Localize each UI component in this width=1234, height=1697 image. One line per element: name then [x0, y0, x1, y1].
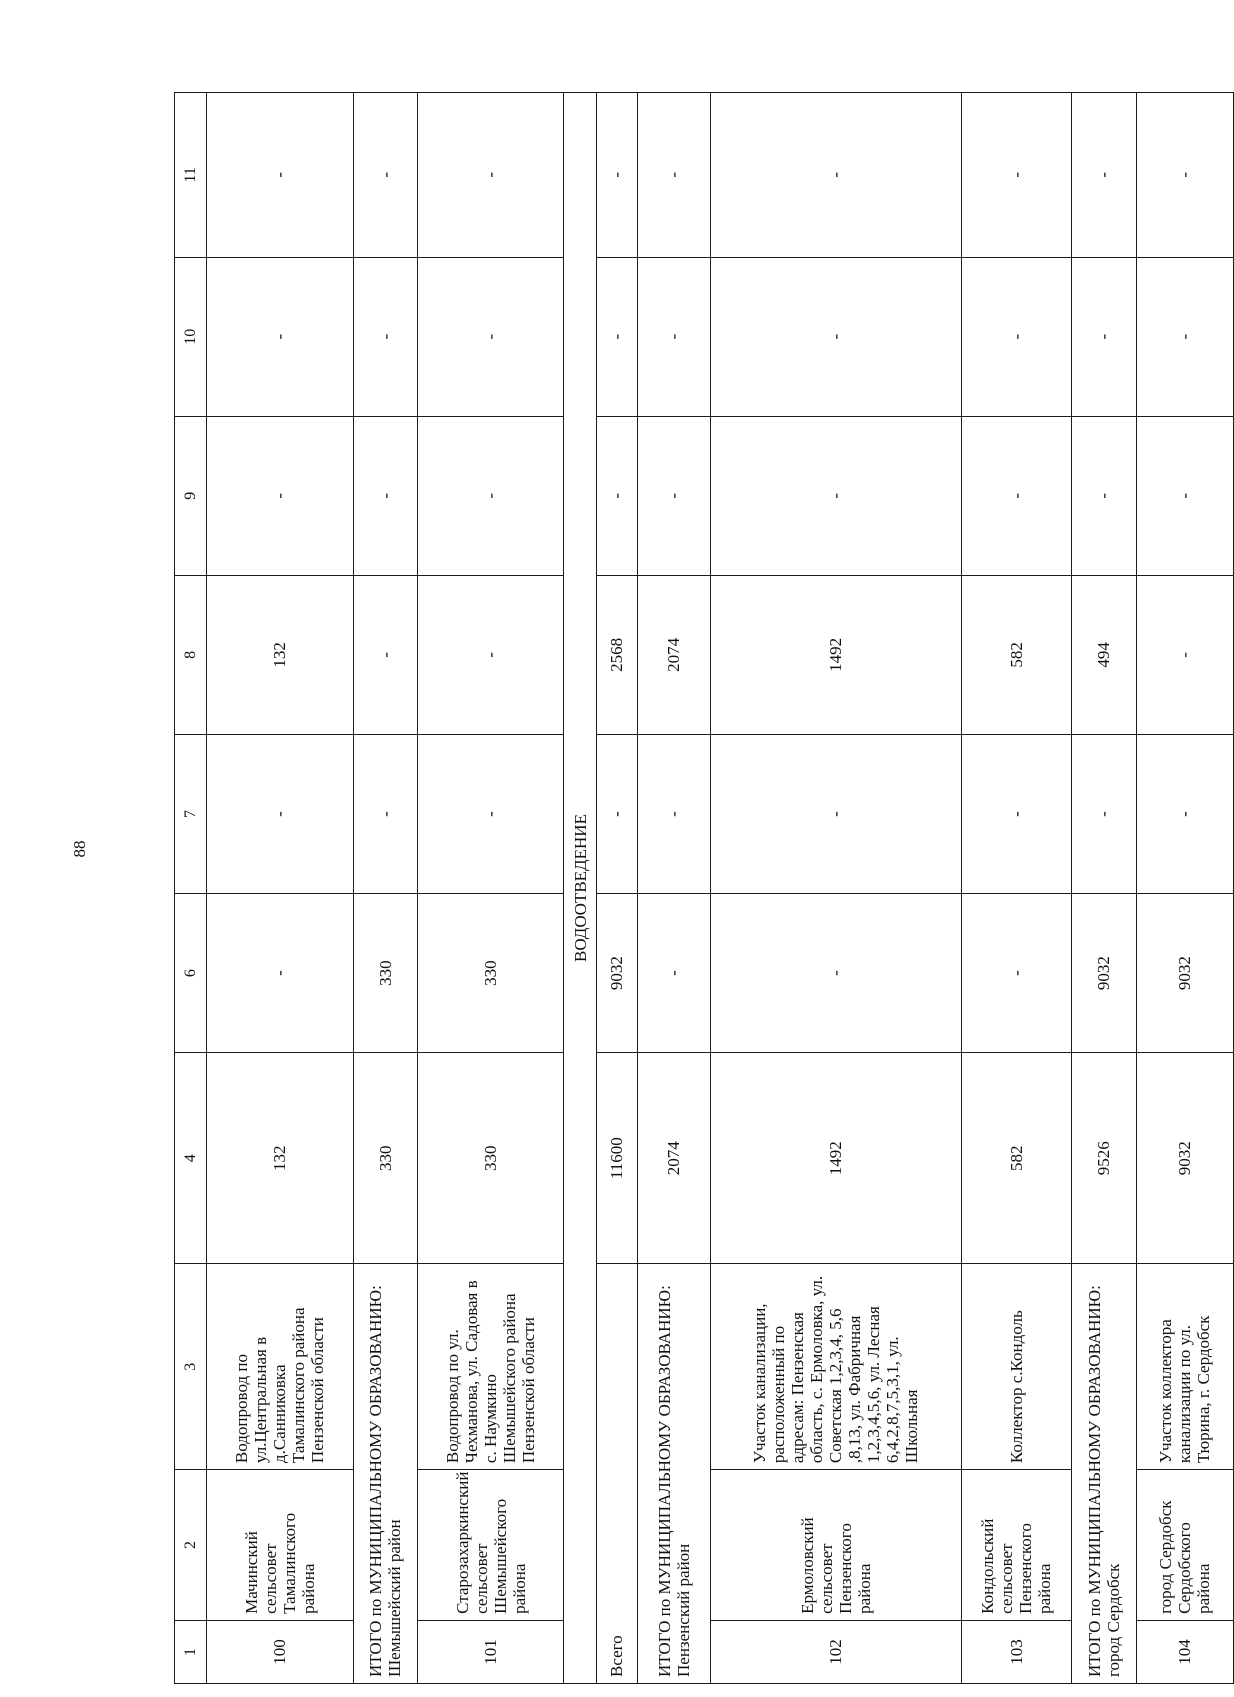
value-cell: 2568 [596, 575, 637, 734]
value-cell: - [207, 93, 353, 258]
value-cell: 11600 [596, 1053, 637, 1264]
value-cell: - [1136, 734, 1233, 893]
rotated-table [174, 92, 1234, 1684]
value-cell: - [418, 575, 564, 734]
budget-table [174, 92, 1234, 1684]
section-row [564, 93, 596, 1684]
value-cell: 9526 [1071, 1053, 1136, 1264]
value-cell: 132 [207, 575, 353, 734]
value-cell: - [1071, 93, 1136, 258]
value-cell: 330 [353, 1053, 418, 1264]
value-cell: - [1136, 575, 1233, 734]
value-cell: - [353, 257, 418, 416]
value-cell: - [207, 734, 353, 893]
col-header: 4 [175, 1053, 207, 1264]
value-cell: 2074 [637, 575, 710, 734]
page-number: 88 [70, 840, 89, 858]
municipality-name: Ермоловский сельсовет Пензенского района [710, 1470, 962, 1621]
total-row [596, 93, 637, 1684]
col-header: 1 [175, 1620, 207, 1683]
table-row [1136, 93, 1233, 1684]
value-cell: - [637, 894, 710, 1053]
value-cell: 132 [207, 1053, 353, 1264]
value-cell: 582 [962, 1053, 1072, 1264]
value-cell: 582 [962, 575, 1072, 734]
municipality-name: Мачинский сельсовет Тамалинского района [207, 1470, 353, 1621]
object-description: Участок коллектора канализации по ул. Тюрина, г. Сердобск [1136, 1264, 1233, 1470]
table-row [962, 93, 1072, 1684]
municipality-name: Кондольский сельсовет Пензенского района [962, 1470, 1072, 1621]
value-cell: - [418, 734, 564, 893]
value-cell: - [596, 257, 637, 416]
object-description: Водопровод по ул. Чехманова, ул. Садовая в с. Наумкино Шемышейского района Пензенской области [418, 1264, 564, 1470]
col-header: 3 [175, 1264, 207, 1470]
row-number: 104 [1136, 1620, 1233, 1683]
value-cell: 330 [418, 894, 564, 1053]
value-cell: 9032 [1136, 894, 1233, 1053]
row-number: 102 [710, 1620, 962, 1683]
col-header: 6 [175, 894, 207, 1053]
total-label: Всего [596, 1264, 637, 1684]
value-cell: - [962, 93, 1072, 258]
value-cell: - [962, 894, 1072, 1053]
municipality-name: город Сердобск Сердобского района [1136, 1470, 1233, 1621]
value-cell: 494 [1071, 575, 1136, 734]
value-cell: 9032 [1071, 894, 1136, 1053]
value-cell: 9032 [596, 894, 637, 1053]
subtotal-label: ИТОГО по МУНИЦИПАЛЬНОМУ ОБРАЗОВАНИЮ: город Сердобск [1071, 1264, 1136, 1684]
object-description: Участок канализации, расположенный по адресам: Пензенская область, с. Ермоловка, ул. Советская 1,2,3,4, 5,6 ,8,13, ул. Фабричная 1,2,3,4,5,6, ул. Лесная 6,4,2,8,7,5,3,1, ул. Школьная [710, 1264, 962, 1470]
value-cell: 2074 [637, 1053, 710, 1264]
value-cell: - [637, 93, 710, 258]
value-cell: - [710, 894, 962, 1053]
object-description: Водопровод по ул.Центральная в д.Санниковка Тамалинского района Пензенской области [207, 1264, 353, 1470]
col-header: 11 [175, 93, 207, 258]
col-header: 2 [175, 1470, 207, 1621]
value-cell: - [353, 575, 418, 734]
municipality-name: Старозахаркинский сельсовет Шемышейского района [418, 1470, 564, 1621]
value-cell: - [596, 734, 637, 893]
value-cell: - [418, 416, 564, 575]
value-cell: - [418, 257, 564, 416]
value-cell: - [710, 257, 962, 416]
value-cell: - [710, 93, 962, 258]
value-cell: - [962, 257, 1072, 416]
value-cell: 330 [418, 1053, 564, 1264]
value-cell: - [962, 734, 1072, 893]
row-number: 100 [207, 1620, 353, 1683]
value-cell: - [353, 416, 418, 575]
value-cell: 330 [353, 894, 418, 1053]
value-cell: - [596, 93, 637, 258]
subtotal-label: ИТОГО по МУНИЦИПАЛЬНОМУ ОБРАЗОВАНИЮ: Пензенский район [637, 1264, 710, 1684]
table-row [710, 93, 962, 1684]
value-cell: - [710, 416, 962, 575]
col-header: 9 [175, 416, 207, 575]
section-title: ВОДООТВЕДЕНИЕ [564, 93, 596, 1684]
col-header: 8 [175, 575, 207, 734]
value-cell: - [1071, 257, 1136, 416]
col-header: 7 [175, 734, 207, 893]
col-header: 10 [175, 257, 207, 416]
value-cell: - [1136, 93, 1233, 258]
subtotal-label: ИТОГО по МУНИЦИПАЛЬНОМУ ОБРАЗОВАНИЮ: Шемышейский район [353, 1264, 418, 1684]
subtotal-row [1071, 93, 1136, 1684]
value-cell: - [596, 416, 637, 575]
value-cell: 1492 [710, 575, 962, 734]
row-number: 101 [418, 1620, 564, 1683]
value-cell: - [1071, 734, 1136, 893]
value-cell: - [1136, 257, 1233, 416]
value-cell: - [207, 416, 353, 575]
value-cell: - [1071, 416, 1136, 575]
value-cell: - [353, 93, 418, 258]
value-cell: - [207, 257, 353, 416]
row-number: 103 [962, 1620, 1072, 1683]
value-cell: - [418, 93, 564, 258]
value-cell: - [710, 734, 962, 893]
value-cell: - [637, 416, 710, 575]
subtotal-row [353, 93, 418, 1684]
value-cell: - [637, 257, 710, 416]
header-row [175, 93, 207, 1684]
table-row [207, 93, 353, 1684]
value-cell: - [207, 894, 353, 1053]
subtotal-row [637, 93, 710, 1684]
value-cell: - [1136, 416, 1233, 575]
value-cell: - [353, 734, 418, 893]
object-description: Коллектор с.Кондоль [962, 1264, 1072, 1470]
value-cell: 1492 [710, 1053, 962, 1264]
value-cell: - [962, 416, 1072, 575]
table-row [418, 93, 564, 1684]
value-cell: - [637, 734, 710, 893]
value-cell: 9032 [1136, 1053, 1233, 1264]
